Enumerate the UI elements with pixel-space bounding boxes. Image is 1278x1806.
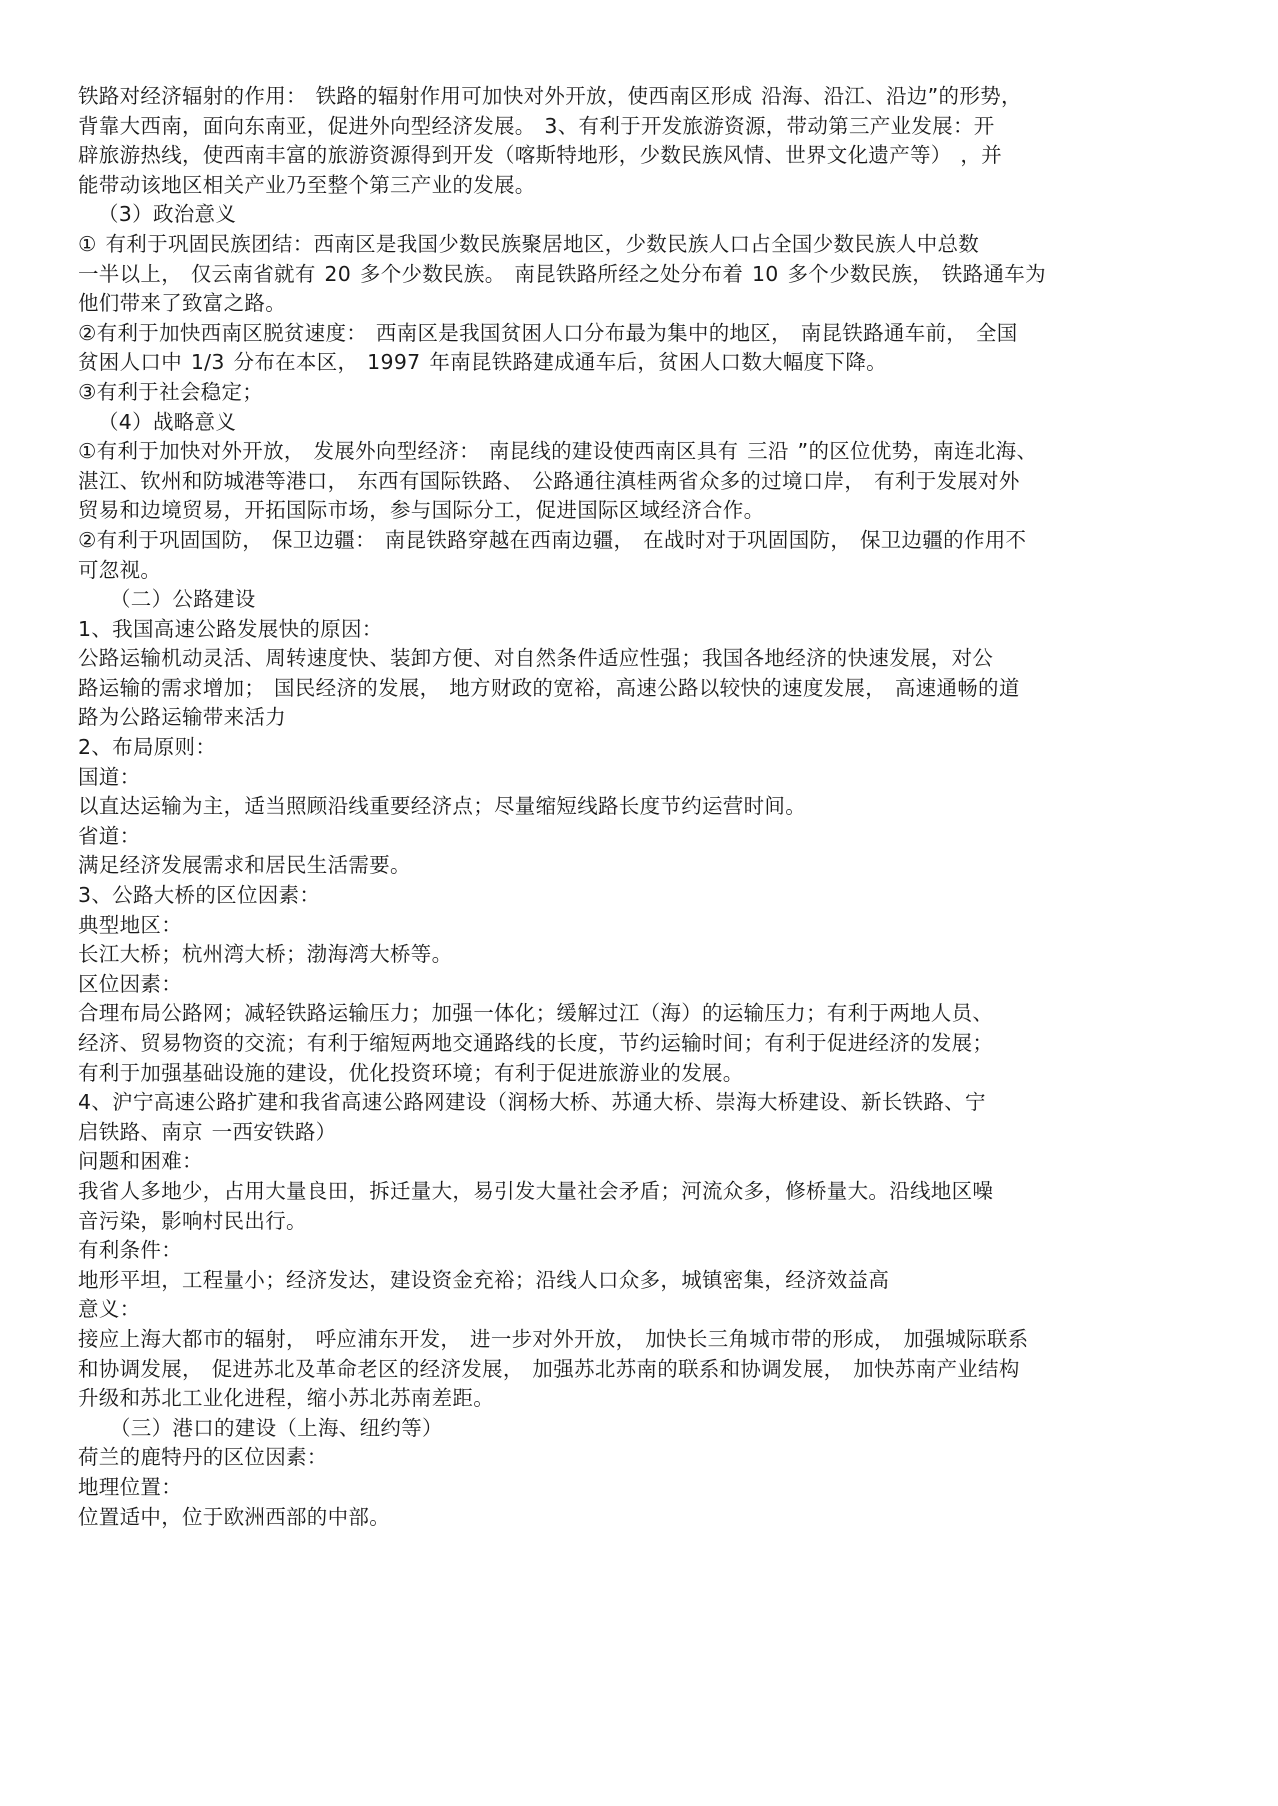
- text-line: 长江大桥；杭州湾大桥；渤海湾大桥等。: [78, 942, 453, 967]
- text-line: 经济、贸易物资的交流；有利于缩短两地交通路线的长度，节约运输时间；有利于促进经济的发展；: [78, 1031, 994, 1055]
- text-line: 有利于加强基础设施的建设，优化投资环境；有利于促进旅游业的发展。: [78, 1060, 744, 1085]
- section-heading-strategic: （4）战略意义: [98, 409, 237, 434]
- text-line: 能带动该地区相关产业乃至整个第三产业的发展。: [78, 172, 536, 197]
- text-line: 贫困人口中 1/3 分布在本区， 1997 年南昆铁路建成通车后，贫困人口数大幅度下降。: [78, 350, 887, 375]
- section-heading-political: （3）政治意义: [98, 202, 237, 227]
- text-line: 辟旅游热线，使西南丰富的旅游资源得到开发（喀斯特地形，少数民族风情、世界文化遗产等） ，并: [78, 143, 1003, 168]
- section-heading-road: （二）公路建设: [110, 587, 256, 612]
- text-line: 铁路对经济辐射的作用： 铁路的辐射作用可加快对外开放，使西南区形成 沿海、沿江、沿边”的形势，: [78, 84, 1022, 108]
- text-line: 湛江、钦州和防城港等港口， 东西有国际铁路、 公路通往滇桂两省众多的过境口岸， 有利于发展对外: [78, 468, 1020, 493]
- text-line: 他们带来了致富之路。: [78, 291, 286, 316]
- text-line: 满足经济发展需求和居民生活需要。: [78, 853, 411, 878]
- text-line: 意义：: [78, 1297, 141, 1322]
- text-line: 路为公路运输带来活力: [78, 705, 286, 730]
- text-line: ① 有利于巩固民族团结：西南区是我国少数民族聚居地区，少数民族人口占全国少数民族人中总数: [78, 231, 980, 256]
- text-line: ②有利于巩固国防， 保卫边疆： 南昆铁路穿越在西南边疆， 在战时对于巩固国防， 保卫边疆的作用不: [78, 527, 1027, 552]
- text-line: 我省人多地少，占用大量良田，拆迁量大，易引发大量社会矛盾；河流众多，修桥量大。沿线地区噪: [78, 1178, 994, 1203]
- text-line: 路运输的需求增加； 国民经济的发展， 地方财政的宽裕，高速公路以较快的速度发展， 高速通畅的道: [78, 675, 1020, 700]
- text-line: 以直达运输为主，适当照顾沿线重要经济点；尽量缩短线路长度节约运营时间。: [78, 794, 806, 819]
- text-line: 接应上海大都市的辐射， 呼应浦东开发， 进一步对外开放， 加快长三角城市带的形成， 加强城际联系: [78, 1326, 1029, 1351]
- text-line: 荷兰的鹿特丹的区位因素：: [78, 1445, 328, 1470]
- text-line: 区位因素：: [78, 971, 182, 996]
- text-line: ①有利于加快对外开放， 发展外向型经济： 南昆线的建设使西南区具有 三沿 ”的区位优势，南连北海、: [78, 439, 1038, 464]
- text-line: 升级和苏北工业化进程，缩小苏北苏南差距。: [78, 1386, 494, 1411]
- text-line: 音污染，影响村民出行。: [78, 1208, 307, 1233]
- text-line: 地理位置：: [78, 1474, 182, 1499]
- text-line: 一半以上， 仅云南省就有 20 多个少数民族。 南昆铁路所经之处分布着 10 多个少数民族， 铁路通车为: [78, 261, 1046, 286]
- text-line: 国道：: [78, 764, 141, 789]
- text-line: 背靠大西南，面向东南亚，促进外向型经济发展。 3、有利于开发旅游资源，带动第三产业发展：开: [78, 113, 995, 138]
- text-line: 和协调发展， 促进苏北及革命老区的经济发展， 加强苏北苏南的联系和协调发展， 加快苏南产业结构: [78, 1356, 1020, 1381]
- text-line: 问题和困难：: [78, 1149, 203, 1174]
- text-line: 2、布局原则：: [78, 735, 217, 760]
- text-line: 3、公路大桥的区位因素：: [78, 883, 321, 908]
- text-line: 启铁路、南京 一西安铁路）: [78, 1119, 337, 1144]
- text-line: 省道：: [78, 823, 141, 848]
- text-line: 典型地区：: [78, 912, 182, 937]
- text-line: ③有利于社会稳定；: [78, 379, 264, 404]
- text-line: 位置适中，位于欧洲西部的中部。: [78, 1504, 390, 1529]
- section-heading-port: （三）港口的建设（上海、纽约等）: [110, 1415, 443, 1440]
- text-line: 贸易和边境贸易，开拓国际市场，参与国际分工，促进国际区域经济合作。: [78, 498, 765, 523]
- text-line: 可忽视。: [78, 557, 162, 582]
- text-line: 合理布局公路网；减轻铁路运输压力；加强一体化；缓解过江（海）的运输压力；有利于两地人员、: [78, 1001, 994, 1026]
- text-line: 4、沪宁高速公路扩建和我省高速公路网建设（润杨大桥、苏通大桥、崇海大桥建设、新长铁路、宁: [78, 1090, 986, 1115]
- text-line: 地形平坦，工程量小；经济发达，建设资金充裕；沿线人口众多，城镇密集，经济效益高: [78, 1267, 890, 1292]
- text-line: 公路运输机动灵活、周转速度快、装卸方便、对自然条件适应性强；我国各地经济的快速发展，对公: [78, 646, 994, 671]
- text-line: ②有利于加快西南区脱贫速度： 西南区是我国贫困人口分布最为集中的地区， 南昆铁路通车前， 全国: [78, 320, 1018, 345]
- text-line: 1、我国高速公路发展快的原因：: [78, 616, 383, 641]
- text-line: 有利条件：: [78, 1238, 182, 1263]
